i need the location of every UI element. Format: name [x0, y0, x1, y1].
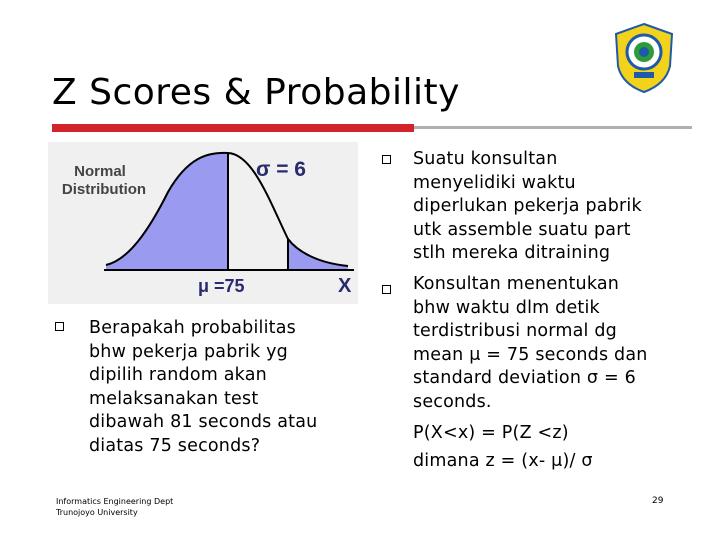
text-line: stlh mereka ditraining [413, 243, 611, 263]
slide-title: Z Scores & Probability [52, 72, 460, 113]
title-underline-bar [52, 124, 414, 132]
text-line: seconds. [413, 391, 492, 412]
figure-label-normal: Normal [74, 163, 126, 180]
text-line: mean μ = 75 seconds dan [413, 344, 648, 365]
footer-line: Informatics Engineering Dept [56, 497, 174, 506]
normal-distribution-figure [48, 142, 358, 304]
university-seal-icon [612, 22, 676, 94]
right-bullet-1-text [413, 148, 642, 266]
page-number: 29 [652, 496, 664, 506]
bullet-marker [382, 285, 391, 294]
text-line: Konsultan menentukan [413, 274, 620, 294]
bullet-marker [382, 155, 391, 164]
bullet-marker [55, 322, 64, 331]
mu-label: μ =75 [198, 276, 245, 296]
figure-label-distribution: Distribution [61, 181, 147, 198]
right-bullet-2-text [413, 273, 648, 414]
title-rule-line [414, 126, 692, 129]
text-line: menyelidiki waktu [413, 172, 576, 193]
formula-text [413, 422, 593, 473]
formula-line: P(X<x) = P(Z <z) [413, 423, 569, 443]
text-line: utk assemble suatu part [413, 219, 631, 240]
x-axis-label: X [338, 275, 352, 297]
text-line: terdistribusi normal dg [413, 321, 617, 341]
text-line: bhw waktu dlm detik [413, 297, 600, 318]
text-line: bhw pekerja pabrik yg [89, 341, 288, 362]
text-line: diatas 75 seconds? [89, 435, 261, 456]
text-line: Suatu konsultan [413, 149, 558, 169]
text-line: diperlukan pekerja pabrik [413, 196, 642, 216]
text-line: dibawah 81 seconds atau [89, 412, 318, 432]
sigma-label: σ = 6 [256, 158, 306, 181]
text-line: standard deviation σ = 6 [413, 368, 636, 388]
left-bullet-text [89, 317, 317, 458]
footer-credit [56, 496, 173, 518]
text-line: dipilih random akan [89, 365, 267, 385]
text-line: melaksanakan test [89, 388, 259, 409]
footer-line: Trunojoyo University [56, 508, 138, 517]
text-line: Berapakah probabilitas [89, 318, 296, 338]
formula-line: dimana z = (x- μ)/ σ [413, 450, 593, 471]
